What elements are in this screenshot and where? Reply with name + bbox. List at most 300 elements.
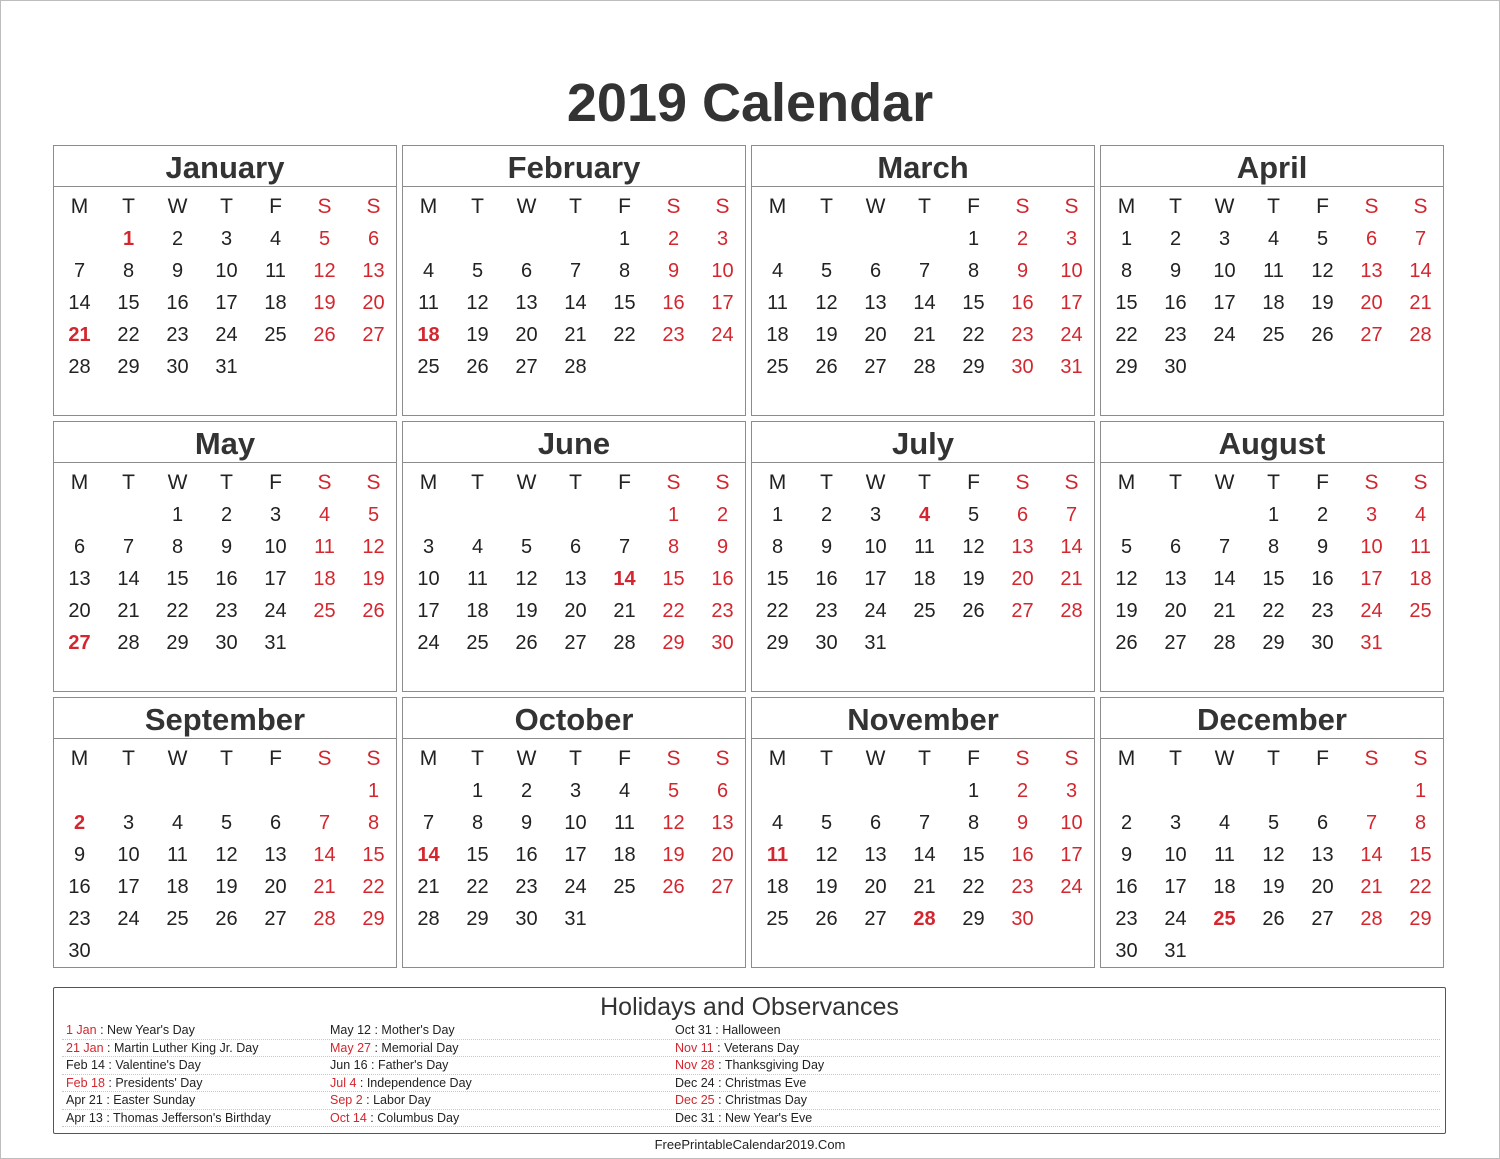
month-name: July [752, 422, 1094, 463]
empty-cell [1151, 499, 1200, 531]
month-march [751, 145, 1095, 416]
day: 19 [1262, 876, 1285, 898]
day: 21 [417, 876, 440, 898]
holiday-separator: : [366, 1110, 378, 1125]
day: 13 [515, 292, 538, 314]
empty-cell [202, 775, 251, 807]
day: 21 [613, 600, 636, 622]
day: 27 [1360, 324, 1383, 346]
holiday-name: New Year's Day [107, 1023, 195, 1037]
day: 9 [667, 260, 680, 282]
day: 20 [264, 876, 287, 898]
day: 9 [220, 536, 233, 558]
weekday-header: F [967, 471, 980, 494]
day: 29 [1409, 908, 1432, 930]
day-grid [404, 463, 745, 659]
day: 24 [1060, 876, 1083, 898]
day: 29 [166, 632, 189, 654]
day: 6 [73, 536, 86, 558]
day: 23 [815, 600, 838, 622]
day: 30 [166, 356, 189, 378]
day: 30 [711, 632, 734, 654]
day: 3 [220, 228, 233, 250]
day-grid [1102, 463, 1443, 659]
weekday-header: T [569, 747, 582, 770]
day: 12 [962, 536, 985, 558]
empty-cell [104, 775, 153, 807]
weekday-header: W [167, 471, 188, 494]
holiday-separator: : [714, 1075, 726, 1090]
day: 7 [918, 260, 931, 282]
month-name: March [752, 146, 1094, 187]
day: 24 [1060, 324, 1083, 346]
day: 24 [564, 876, 587, 898]
day: 1 [1267, 504, 1280, 526]
weekday-header: W [865, 747, 886, 770]
holiday-separator: : [711, 1023, 723, 1037]
day: 3 [422, 536, 435, 558]
day: 8 [667, 536, 680, 558]
holiday-separator: : [102, 1110, 114, 1125]
month-name: August [1101, 422, 1443, 463]
holiday-column-3 [675, 1022, 824, 1127]
day: 5 [820, 260, 833, 282]
holiday-date: 1 Jan [66, 1023, 97, 1037]
day: 20 [68, 600, 91, 622]
day: 22 [1115, 324, 1138, 346]
day: 17 [864, 568, 887, 590]
weekday-header: T [569, 471, 582, 494]
weekday-header: T [220, 747, 233, 770]
day: 18 [613, 844, 636, 866]
day: 23 [215, 600, 238, 622]
day: 24 [264, 600, 287, 622]
day: 5 [220, 812, 233, 834]
holiday-day: 11 [766, 844, 789, 866]
weekday-header: W [516, 471, 537, 494]
holiday-name: New Year's Eve [725, 1110, 813, 1125]
day: 14 [1360, 844, 1383, 866]
day: 26 [815, 356, 838, 378]
day: 6 [269, 812, 282, 834]
day: 10 [264, 536, 287, 558]
holiday-name: Independence Day [366, 1075, 472, 1090]
weekday-header: S [715, 747, 730, 770]
weekday-header: S [666, 747, 681, 770]
holiday-separator: : [714, 1110, 726, 1125]
weekday-header: T [820, 747, 833, 770]
holiday-separator: : [356, 1075, 367, 1090]
holiday-date: Feb 18 [66, 1075, 105, 1090]
holiday-item [330, 1040, 472, 1058]
empty-cell [1200, 775, 1249, 807]
day: 3 [1065, 228, 1078, 250]
weekday-header: M [768, 471, 787, 494]
day: 16 [1115, 876, 1138, 898]
day: 16 [1011, 844, 1034, 866]
day: 10 [1213, 260, 1236, 282]
day: 13 [864, 844, 887, 866]
day: 25 [166, 908, 189, 930]
day: 16 [515, 844, 538, 866]
day: 15 [1262, 568, 1285, 590]
empty-cell [851, 775, 900, 807]
day: 2 [171, 228, 184, 250]
holiday-item [330, 1110, 472, 1128]
footer-site: FreePrintableCalendar2019.Com [654, 1137, 846, 1152]
day: 13 [711, 812, 734, 834]
day: 6 [1016, 504, 1029, 526]
day: 22 [766, 600, 789, 622]
day: 6 [1316, 812, 1329, 834]
day: 31 [264, 632, 287, 654]
day: 9 [73, 844, 86, 866]
day: 29 [962, 908, 985, 930]
day: 10 [417, 568, 440, 590]
day: 21 [1409, 292, 1432, 314]
holidays-panel [53, 987, 1446, 1134]
month-name: April [1101, 146, 1443, 187]
holiday-day: 1 [122, 228, 135, 250]
month-april [1100, 145, 1444, 416]
day: 13 [362, 260, 385, 282]
day: 18 [313, 568, 336, 590]
day: 19 [215, 876, 238, 898]
day: 1 [667, 504, 680, 526]
day: 18 [1262, 292, 1285, 314]
day: 4 [1414, 504, 1427, 526]
day: 16 [1311, 568, 1334, 590]
day: 6 [367, 228, 380, 250]
day: 22 [362, 876, 385, 898]
day: 11 [265, 260, 286, 282]
empty-cell [251, 775, 300, 807]
day: 25 [913, 600, 936, 622]
weekday-header: T [122, 195, 135, 218]
day: 12 [362, 536, 385, 558]
month-name: January [54, 146, 396, 187]
holiday-item [330, 1075, 472, 1093]
day: 12 [662, 812, 685, 834]
day: 10 [1360, 536, 1383, 558]
holiday-column-2 [330, 1022, 472, 1127]
holiday-name: Christmas Eve [725, 1075, 807, 1090]
day: 21 [313, 876, 336, 898]
day: 20 [1164, 600, 1187, 622]
day: 19 [466, 324, 489, 346]
holiday-date: Oct 14 [330, 1110, 367, 1125]
day: 22 [166, 600, 189, 622]
day: 5 [1316, 228, 1329, 250]
day: 8 [171, 536, 184, 558]
day: 18 [766, 324, 789, 346]
day: 2 [1120, 812, 1133, 834]
day: 3 [1065, 780, 1078, 802]
day: 2 [1016, 780, 1029, 802]
day: 27 [864, 356, 887, 378]
holiday-item [330, 1022, 472, 1040]
month-december [1100, 697, 1444, 968]
day: 9 [1016, 260, 1029, 282]
holiday-date: May 12 [330, 1023, 371, 1037]
day: 1 [618, 228, 631, 250]
day: 16 [1164, 292, 1187, 314]
day: 4 [171, 812, 184, 834]
day: 31 [1164, 940, 1187, 962]
day: 27 [264, 908, 287, 930]
day: 8 [967, 812, 980, 834]
day: 5 [520, 536, 533, 558]
empty-cell [404, 499, 453, 531]
day: 14 [1213, 568, 1236, 590]
day: 26 [515, 632, 538, 654]
day: 2 [220, 504, 233, 526]
weekday-header: S [1064, 747, 1079, 770]
day: 10 [1060, 812, 1083, 834]
day: 7 [122, 536, 135, 558]
day: 7 [73, 260, 86, 282]
day: 17 [417, 600, 440, 622]
day-grid [55, 463, 396, 659]
day: 8 [1414, 812, 1427, 834]
holiday-item [66, 1040, 271, 1058]
weekday-header: S [1364, 747, 1379, 770]
day: 9 [716, 536, 729, 558]
holiday-name: Memorial Day [381, 1040, 459, 1055]
day: 22 [1262, 600, 1285, 622]
day: 27 [711, 876, 734, 898]
day: 8 [618, 260, 631, 282]
empty-cell [153, 775, 202, 807]
day: 20 [1011, 568, 1034, 590]
month-name: May [54, 422, 396, 463]
day: 29 [962, 356, 985, 378]
weekday-header: F [618, 195, 631, 218]
day: 12 [1262, 844, 1285, 866]
day: 11 [767, 292, 788, 314]
weekday-header: S [317, 747, 332, 770]
day: 13 [1311, 844, 1334, 866]
holiday-name: Thanksgiving Day [724, 1058, 825, 1072]
day: 28 [913, 356, 936, 378]
month-october [402, 697, 746, 968]
day: 7 [918, 812, 931, 834]
day: 10 [215, 260, 238, 282]
holiday-day: 2 [73, 812, 86, 834]
holiday-date: Sep 2 [330, 1093, 363, 1107]
day: 21 [1213, 600, 1236, 622]
holiday-day: 25 [1213, 908, 1236, 930]
day: 5 [318, 228, 331, 250]
day: 18 [1213, 876, 1236, 898]
day: 30 [515, 908, 538, 930]
day: 11 [467, 568, 488, 590]
day: 7 [569, 260, 582, 282]
day: 14 [1060, 536, 1083, 558]
day: 4 [318, 504, 331, 526]
day-grid [753, 739, 1094, 935]
weekday-header: M [768, 747, 787, 770]
day: 29 [766, 632, 789, 654]
day: 23 [1311, 600, 1334, 622]
empty-cell [1102, 499, 1151, 531]
day: 14 [117, 568, 140, 590]
day: 30 [215, 632, 238, 654]
day: 26 [662, 876, 685, 898]
day: 24 [417, 632, 440, 654]
weekday-header: T [918, 195, 931, 218]
day: 15 [662, 568, 685, 590]
holiday-separator: : [367, 1058, 378, 1072]
day: 14 [564, 292, 587, 314]
day: 1 [1120, 228, 1133, 250]
day: 30 [68, 940, 91, 962]
day: 30 [1011, 908, 1034, 930]
day: 16 [711, 568, 734, 590]
weekday-header: T [471, 195, 484, 218]
day: 3 [122, 812, 135, 834]
weekday-header: T [220, 195, 233, 218]
day: 15 [613, 292, 636, 314]
day: 23 [662, 324, 685, 346]
holidays-title: Holidays and Observances [600, 993, 899, 1021]
empty-cell [453, 499, 502, 531]
day: 7 [318, 812, 331, 834]
empty-cell [55, 223, 104, 255]
day: 4 [771, 260, 784, 282]
weekday-header: F [269, 471, 282, 494]
day: 5 [820, 812, 833, 834]
weekday-header: F [1316, 747, 1329, 770]
day: 9 [1316, 536, 1329, 558]
weekday-header: M [1117, 195, 1136, 218]
weekday-header: S [715, 471, 730, 494]
day: 10 [117, 844, 140, 866]
weekday-header: S [666, 471, 681, 494]
day: 27 [564, 632, 587, 654]
day: 16 [662, 292, 685, 314]
day: 7 [1218, 536, 1231, 558]
weekday-header: T [918, 471, 931, 494]
day: 12 [1115, 568, 1138, 590]
day: 24 [215, 324, 238, 346]
weekday-header: M [70, 471, 89, 494]
day: 19 [1311, 292, 1334, 314]
day: 3 [1218, 228, 1231, 250]
day: 29 [1262, 632, 1285, 654]
holiday-name: Martin Luther King Jr. Day [113, 1040, 259, 1055]
day: 16 [166, 292, 189, 314]
day: 1 [1414, 780, 1427, 802]
day: 28 [1360, 908, 1383, 930]
day: 28 [564, 356, 587, 378]
day: 25 [766, 356, 789, 378]
weekday-header: M [70, 747, 89, 770]
holiday-name: Veterans Day [724, 1040, 800, 1055]
holiday-day: 18 [417, 324, 440, 346]
day: 26 [962, 600, 985, 622]
day: 21 [1060, 568, 1083, 590]
day: 27 [864, 908, 887, 930]
day: 20 [1360, 292, 1383, 314]
day: 19 [962, 568, 985, 590]
weekday-header: T [1267, 471, 1280, 494]
empty-cell [404, 775, 453, 807]
day: 21 [117, 600, 140, 622]
holiday-name: Labor Day [373, 1093, 431, 1107]
day: 18 [264, 292, 287, 314]
day: 7 [1065, 504, 1078, 526]
weekday-header: S [1413, 747, 1428, 770]
day: 14 [913, 292, 936, 314]
empty-cell [1347, 775, 1396, 807]
day: 21 [913, 324, 936, 346]
day: 22 [466, 876, 489, 898]
day: 1 [367, 780, 380, 802]
day: 25 [613, 876, 636, 898]
day: 9 [1169, 260, 1182, 282]
weekday-header: W [516, 747, 537, 770]
day: 19 [815, 876, 838, 898]
day-grid [55, 739, 396, 967]
holiday-item [675, 1075, 824, 1093]
day: 11 [167, 844, 188, 866]
holiday-item [66, 1092, 271, 1110]
day: 19 [515, 600, 538, 622]
weekday-header: T [220, 471, 233, 494]
day: 20 [564, 600, 587, 622]
weekday-header: S [366, 471, 381, 494]
weekday-header: S [1015, 471, 1030, 494]
weekday-header: S [1064, 195, 1079, 218]
day: 10 [864, 536, 887, 558]
holiday-separator: : [714, 1058, 725, 1072]
holiday-item [675, 1022, 824, 1040]
day: 28 [1409, 324, 1432, 346]
weekday-header: S [1413, 471, 1428, 494]
weekday-header: F [1316, 471, 1329, 494]
day: 23 [1011, 876, 1034, 898]
day: 6 [869, 812, 882, 834]
day: 15 [962, 292, 985, 314]
day: 4 [1267, 228, 1280, 250]
day: 28 [68, 356, 91, 378]
day: 16 [1011, 292, 1034, 314]
day: 7 [618, 536, 631, 558]
day: 18 [766, 876, 789, 898]
day: 9 [171, 260, 184, 282]
weekday-header: T [1169, 195, 1182, 218]
day: 3 [1365, 504, 1378, 526]
day: 12 [313, 260, 336, 282]
day: 14 [913, 844, 936, 866]
weekday-header: M [70, 195, 89, 218]
weekday-header: T [820, 195, 833, 218]
day: 15 [166, 568, 189, 590]
weekday-header: S [366, 195, 381, 218]
weekday-header: M [768, 195, 787, 218]
day: 17 [564, 844, 587, 866]
day: 5 [667, 780, 680, 802]
weekday-header: W [1214, 747, 1235, 770]
day: 22 [962, 876, 985, 898]
holiday-name: Columbus Day [377, 1110, 460, 1125]
empty-cell [900, 223, 949, 255]
day-grid [753, 463, 1094, 659]
holiday-name: Christmas Day [725, 1093, 807, 1107]
day: 18 [1409, 568, 1432, 590]
day: 3 [716, 228, 729, 250]
